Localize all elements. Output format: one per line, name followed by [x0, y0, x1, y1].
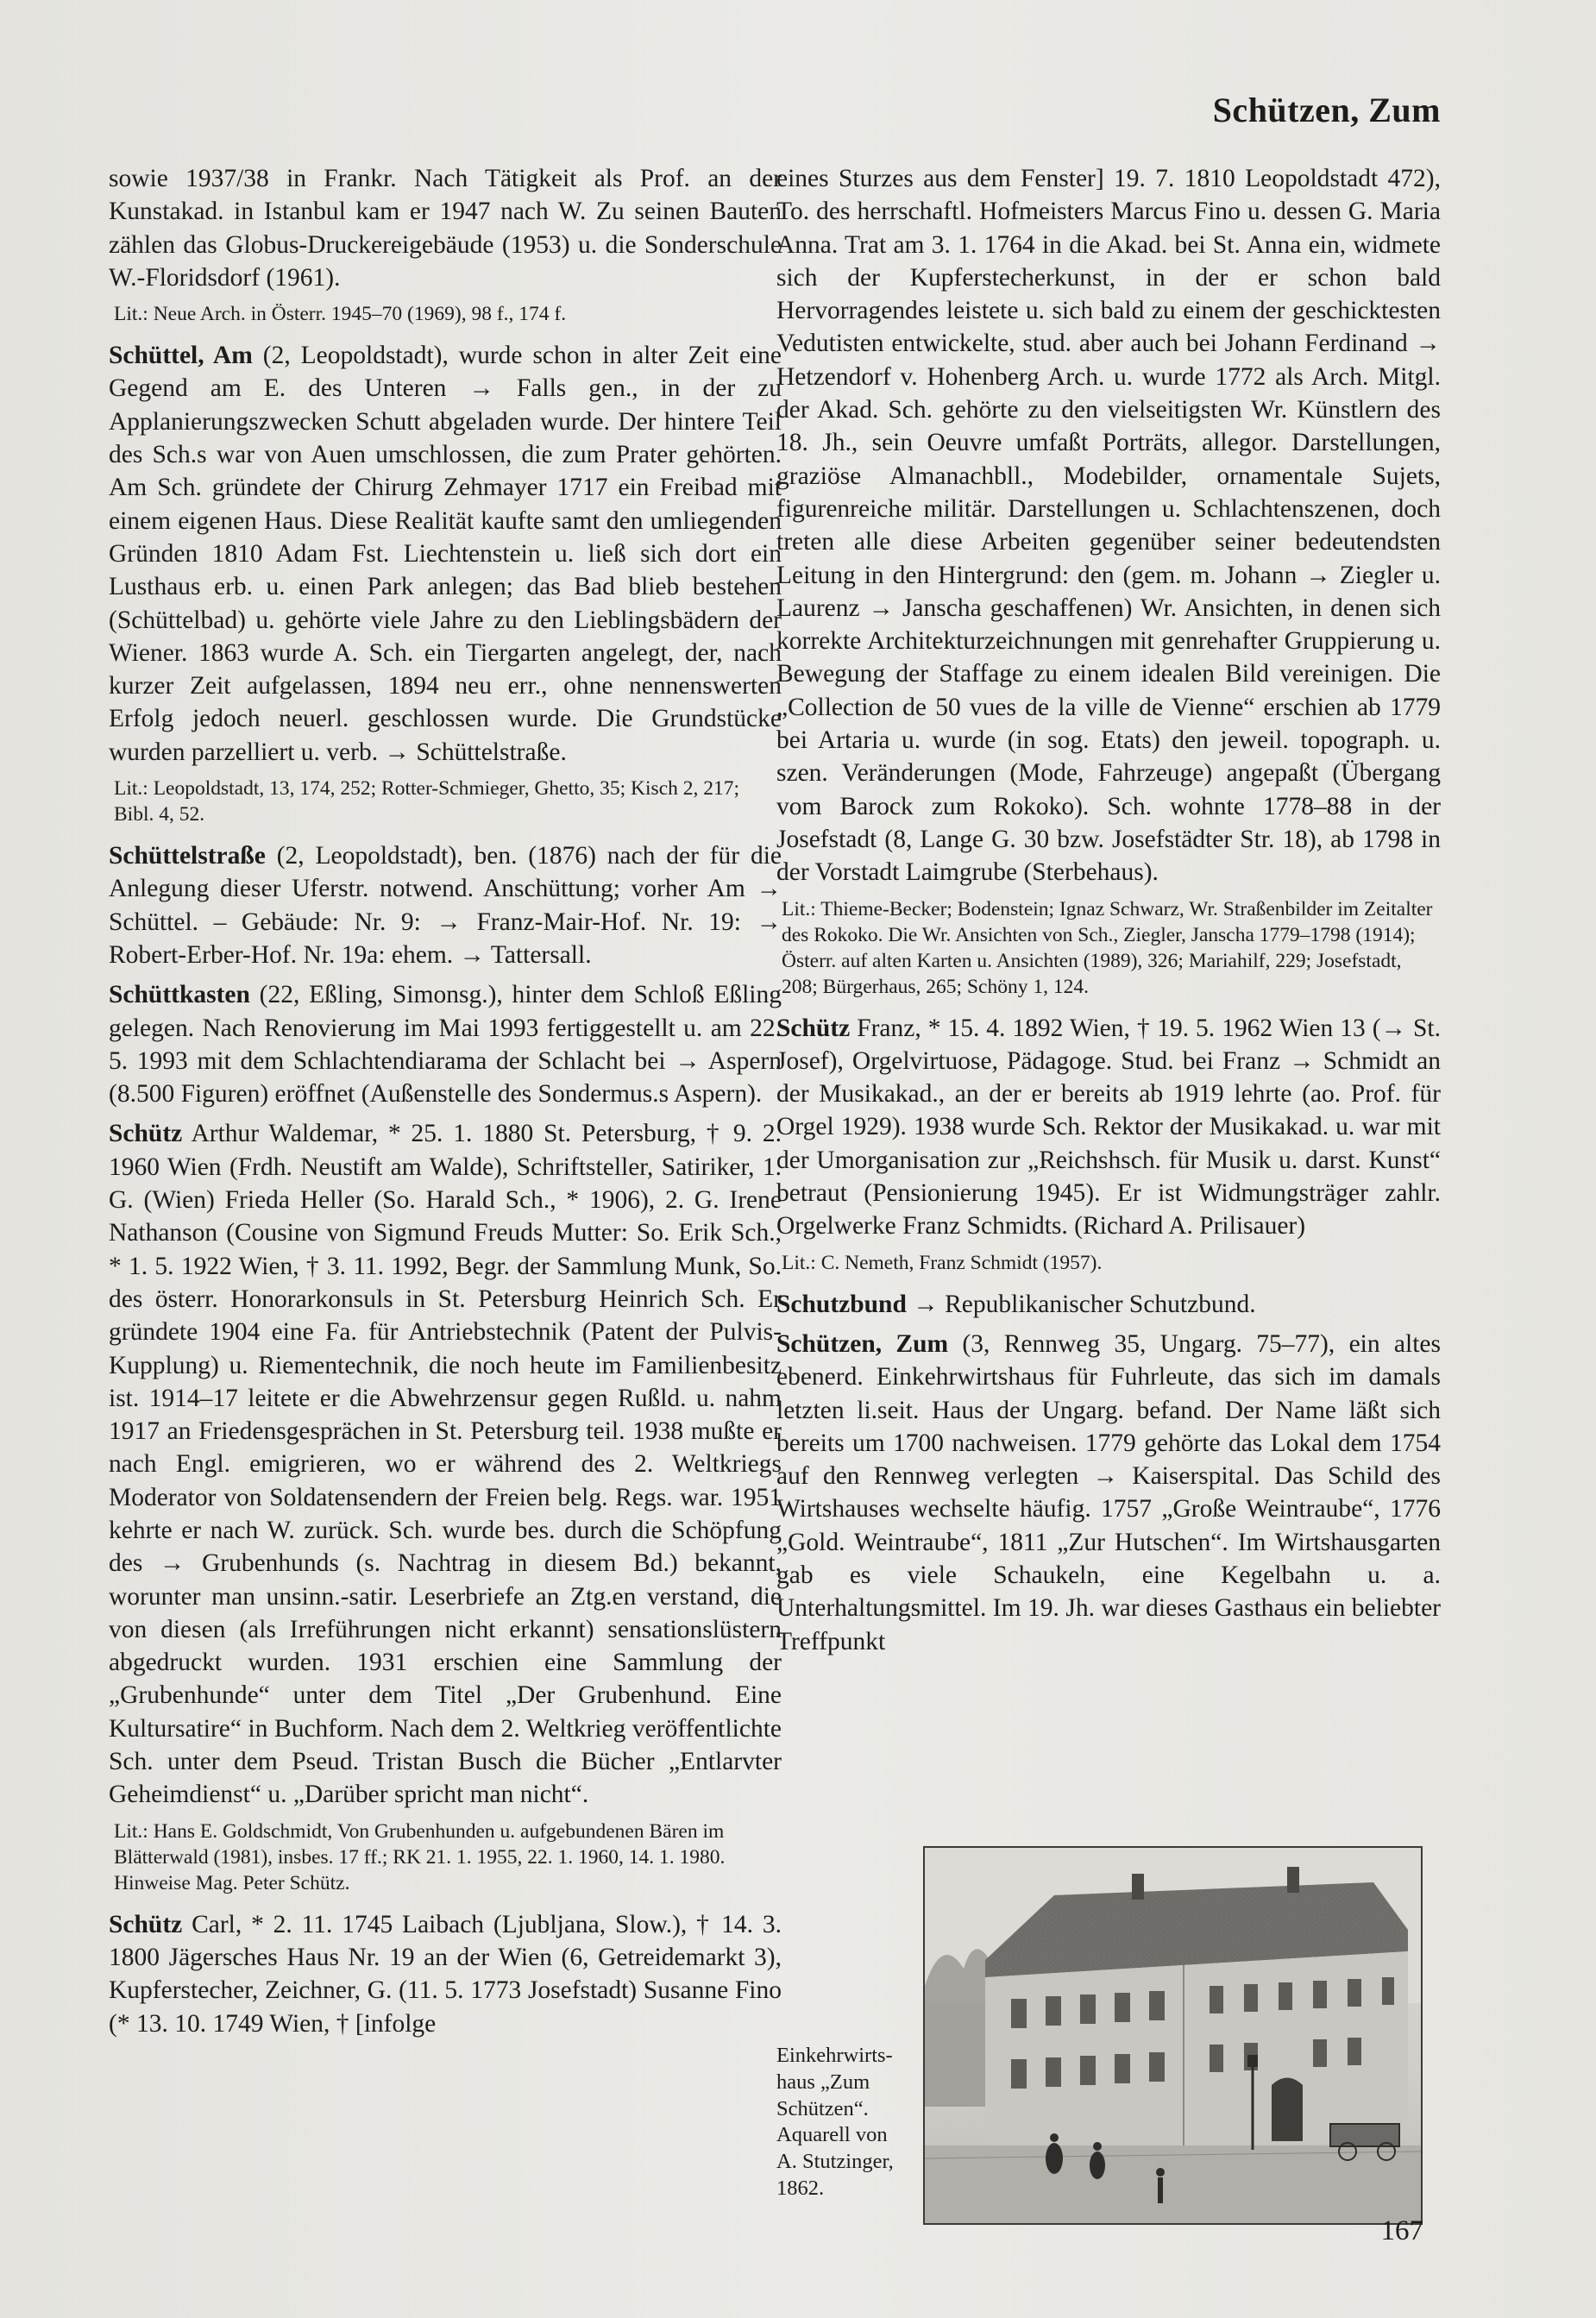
running-head: Schützen, Zum	[1212, 91, 1441, 129]
entry-body: Franz, * 15. 4. 1892 Wien, † 19. 5. 1962 Wien 13 (→ St. Josef), Orgelvirtuose, Pädagoge. Stud. bei Franz → Schmidt an der Musikakad., an der er bereits ab 1919 lehrte (ao. Prof. für Orgel 1929). 1938 wurde Sch. Rektor der Musikakad. u. war mit der Umorganisation zur „Reichshsch. für Musik u. darst. Kunst“ betraut (Pensionierung 1945). Er ist Widmungsträger zahlr. Orgelwerke Franz Schmidts. (Richard A. Prilisauer)	[776, 1014, 1441, 1241]
entry-headword: Schütz	[109, 1120, 183, 1148]
entry-continuation: eines Sturzes aus dem Fenster] 19. 7. 1810 Leopoldstadt 472), To. des herrschaftl. Hofmeisters Marcus Fino u. dessen G. Maria Anna. Trat am 3. 1. 1764 in die Akad. bei St. Anna ein, widmete sich der Kupferstecherkunst, in der er schon bald Hervorragendes leistete u. sich bald zu einem der geschicktesten Vedutisten entwickelte, stud. aber auch bei Johann Ferdinand → Hetzendorf v. Hohenberg Arch. u. wurde 1772 als Arch. Mitgl. der Akad. Sch. gehörte zu den vielseitigsten Wr. Künstlern des 18. Jh., sein Oeuvre umfaßt Porträts, allegor. Darstellungen, graziöse Almanachbll., Modebilder, ornamentale Sujets, figurenreiche militär. Darstellungen u. Schlachtenszenen, doch treten alle diese Arbeiten gegenüber seiner bedeutendsten Leitung in den Hintergrund: den (gem. m. Johann → Ziegler u. Laurenz → Janscha geschaffenen) Wr. Ansichten, in denen sich korrekte Architekturzeichnungen mit genrehafter Gruppierung u. Bewegung der Staffage zu einem idealen Bild vereinigen. Die „Collection de 50 vues de la ville de Vienne“ erschien ab 1779 bei Artaria u. wurde (in sog. Etats) den jeweil. topograph. u. szen. Veränderungen (Mode, Fahrzeuge) angepaßt (Übergang vom Barock zum Rokoko). Sch. wohnte 1778–88 in der Josefstadt (8, Lange G. 30 bzw. Josefstädter Str. 18), ab 1798 in der Vorstadt Laimgrube (Sterbehaus).	[776, 165, 1441, 887]
entry-headword: Schutzbund	[776, 1290, 907, 1318]
entry-schuettelstrasse	[109, 839, 782, 971]
literature-note: Lit.: Thieme-Becker; Bodenstein; Ignaz Schwarz, Wr. Straßenbilder im Zeitalter des Rokoko. Die Wr. Ansichten von Sch., Ziegler, Janscha 1779–1798 (1914); Österr. auf alten Karten u. Ansichten (1989), 326; Mariahilf, 229; Josefstadt, 208; Bürgerhaus, 265; Schöny 1, 124.	[782, 897, 1433, 998]
entry-body: (2, Leopoldstadt), ben. (1876) nach der für die Anlegung dieser Uferstr. notwend. Anschüttung; vorher Am → Schüttel. – Gebäude: Nr. 9: → Franz-Mair-Hof. Nr. 19: → Robert-Erber-Hof. Nr. 19a: ehem. → Tattersall.	[109, 842, 782, 969]
entry-headword: Schüttel, Am	[109, 342, 253, 370]
entry-headword: Schüttelstraße	[109, 842, 266, 870]
entry-headword: Schütz	[776, 1014, 851, 1042]
entry-body: Carl, * 2. 11. 1745 Laibach (Ljubljana, Slow.), † 14. 3. 1800 Jägersches Haus Nr. 19 an der Wien (6, Getreidemarkt 3), Kupferstecher, Zeichner, G. (11. 5. 1773 Josefstadt) Susanne Fino (* 13. 10. 1749 Wien, † [infolge	[109, 1910, 782, 2038]
entry-schuetzen-zum	[776, 1328, 1441, 1658]
literature-note: Lit.: Leopoldstadt, 13, 174, 252; Rotter-Schmieger, Ghetto, 35; Kisch 2, 217; Bibl. 4, 52.	[114, 777, 740, 826]
entry-schutzbund	[776, 1288, 1441, 1321]
watercolor-illustration	[923, 1846, 1423, 2225]
literature-note: Lit.: Neue Arch. in Österr. 1945–70 (1969), 98 f., 174 f.	[114, 303, 567, 326]
entry-schuetz-franz	[776, 1012, 1441, 1243]
entry-schuettkasten	[109, 978, 782, 1110]
literature-note: Lit.: Hans E. Goldschmidt, Von Grubenhunden u. aufgebundenen Bären im Blätterwald (1981), insbes. 17 ff.; RK 21. 1. 1955, 22. 1. 1960, 14. 1. 1980. Hinweise Mag. Peter Schütz.	[114, 1819, 726, 1894]
literature-note: Lit.: C. Nemeth, Franz Schmidt (1957).	[782, 1251, 1103, 1274]
entry-headword: Schüttkasten	[109, 981, 250, 1009]
entry-schuetz-arthur	[109, 1117, 782, 1811]
figure-caption: Einkehrwirts- haus „Zum Schützen“. Aquarell von A. Stutzinger, 1862.	[776, 2044, 894, 2200]
entry-body: (3, Rennweg 35, Ungarg. 75–77), ein altes ebenerd. Einkehrwirtshaus für Fuhrleute, das sich im damals letzten li.seit. Haus der Ungarg. befand. Der Name läßt sich bereits um 1700 nachweisen. 1779 gehörte das Lokal dem 1754 auf den Rennweg verlegten → Kaiserspital. Das Schild des Wirtshauses wechselte häufig. 1757 „Große Weintraube“, 1776 „Gold. Weintraube“, 1811 „Zur Hutschen“. Im Wirtshausgarten gab es viele Schaukeln, eine Kegelbahn u. a. Unterhaltungsmittel. Im 19. Jh. war dieses Gasthaus ein beliebter Treffpunkt	[776, 1329, 1441, 1655]
entry-headword: Schützen, Zum	[776, 1329, 949, 1358]
left-column	[109, 162, 782, 2047]
page-number: 167	[1380, 2215, 1423, 2246]
building-sketch	[925, 1848, 1421, 2223]
entry-body: Arthur Waldemar, * 25. 1. 1880 St. Petersburg, † 9. 2. 1960 Wien (Frdh. Neustift am Walde), Schriftsteller, Satiriker, 1. G. (Wien) Frieda Heller (So. Harald Sch., * 1906), 2. G. Irene Nathanson (Cousine von Sigmund Freuds Mutter: So. Erik Sch., * 1. 5. 1922 Wien, † 3. 11. 1992, Begr. der Sammlung Munk, So. des österr. Honorarkonsuls in St. Petersburg Heinrich Sch. Er gründete 1904 eine Fa. für Antriebstechnik (Patent der Pulvis-Kupplung) u. Riementechnik, die noch heute im Familienbesitz ist. 1914–17 leitete er die Abwehrzensur gegen Rußld. u. nahm 1917 an Friedensgesprächen in St. Petersburg teil. 1938 mußte er nach Engl. emigrieren, wo er während des 2. Weltkriegs Moderator von Soldatensendern der Freien belg. Regs. war. 1951 kehrte er nach W. zurück. Sch. wurde bes. durch die Schöpfung des → Grubenhunds (s. Nachtrag in diesem Bd.) bekannt, worunter man unsinn.-satir. Leserbriefe an Ztg.en verstand, die von diesen (als Irreführungen nicht erkannt) sensationslüstern abgedruckt wurden. 1931 erschien eine Sammlung der „Grubenhunde“ unter dem Titel „Der Grubenhund. Eine Kultursatire“ in Buchform. Nach dem 2. Weltkrieg veröffentlichte Sch. unter dem Pseud. Tristan Busch die Bücher „Entlarvter Geheimdienst“ u. „Darüber spricht man nicht“.	[109, 1120, 782, 1809]
right-column	[776, 162, 1441, 1665]
entry-schuetz-carl	[109, 1908, 782, 2040]
entry-continuation: sowie 1937/38 in Frankr. Nach Tätigkeit als Prof. an der Kunstakad. in Istanbul kam er 1947 nach W. Zu seinen Bauten zählen das Globus-Druckereigebäude (1953) u. die Sonderschule W.-Floridsdorf (1961).	[109, 165, 782, 292]
entry-schuettel-am	[109, 339, 782, 769]
entry-body: (2, Leopoldstadt), wurde schon in alter Zeit eine Gegend am E. des Unteren → Falls gen., in der zu Applanierungszwecken Schutt abgeladen wurde. Der hintere Teil des Sch.s war von Auen umschlossen, die zum Prater gehörten. Am Sch. gründete der Chirurg Zehmayer 1717 ein Freibad mit einem eigenen Haus. Diese Realität kaufte samt den umliegenden Gründen 1810 Adam Fst. Liechtenstein u. ließ sich dort ein Lusthaus erb. u. einen Park anlegen; das Bad blieb bestehen (Schüttelbad) u. gehörte viele Jahre zu den Lieblingsbädern der Wiener. 1863 wurde A. Sch. ein Tiergarten angelegt, der, nach kurzer Zeit aufgelassen, 1894 neu err., ohne nennenswerten Erfolg jedoch neuerl. geschlossen wurde. Die Grundstücke wurden parzelliert u. verb. → Schüttelstraße.	[109, 342, 782, 766]
entry-body: → Republikanischer Schutzbund.	[906, 1290, 1256, 1318]
entry-headword: Schütz	[109, 1910, 183, 1938]
entry-body: (22, Eßling, Simonsg.), hinter dem Schloß Eßling gelegen. Nach Renovierung im Mai 1993 fertiggestellt u. am 22. 5. 1993 mit dem Schlachtendiarama der Schlacht bei → Aspern (8.500 Figuren) eröffnet (Außenstelle des Sondermus.s Aspern).	[109, 981, 782, 1109]
